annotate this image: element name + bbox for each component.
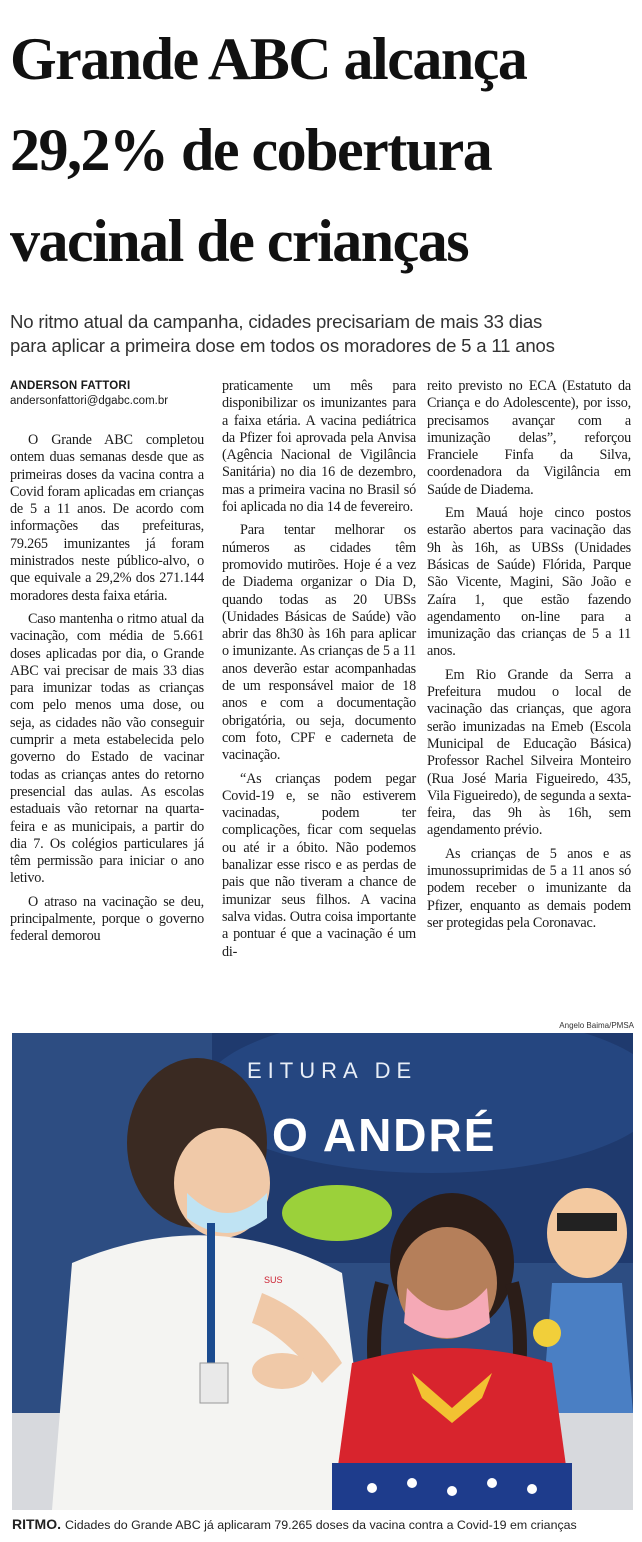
paragraph: Em Rio Grande da Serra a Prefeitura mudou o local de vacinação das crianças, que agora serão imunizadas na Emeb (Escola Municipal de Educação Básica) Professor Rachel Silveira Monteiro (Rua José Maria Figueiredo, 435, Vila Figueiredo), de segunda a sexta-feira, das 9h às 16h, sem agendamento prévio.: [427, 666, 631, 839]
paragraph: praticamente um mês para disponibilizar os imunizantes para a faixa etária. A vacina pediátrica da Pfizer foi aprovada pela Anvisa (Agência Nacional de Vigilância Sanitária) no dia 16 de dezembro, mas a primeira vacina no Brasil só foi aplicada no dia 14 de fevereiro.: [222, 378, 416, 516]
headline-line: 29,2% de cobertura: [10, 117, 492, 183]
paragraph: Em Mauá hoje cinco postos estarão abertos para vacinação das 9h às 16h, as UBSs (Unidades Básicas de Saúde) Flórida, Parque São Vicente, Magini, São João e Zaíra 1, que estão fazendo agendamento on-line para a imunização das crianças de 5 a 11 anos.: [427, 505, 631, 660]
photo-illustration: [12, 1033, 633, 1510]
article-column-1: [10, 432, 204, 952]
headline-line: Grande ABC alcança: [10, 26, 527, 92]
headline: [10, 14, 635, 287]
paragraph: reito previsto no ECA (Estatuto da Criança e do Adolescente), por isso, precisamos avançar com a imunização delas”, reforçou Franciele Finfa da Silva, coordenadora da Vigilância em Saúde de Diadema.: [427, 378, 631, 498]
byline: [10, 380, 210, 407]
paragraph: O Grande ABC completou ontem duas semanas desde que as primeiras doses da vacina contra a Covid foram aplicadas em crianças de 5 a 11 anos. De acordo com informações das prefeituras, 79.265 imunizantes já foram ministrados neste público-alvo, o que equivale a 29,2% dos 271.144 moradores desta faixa etária.: [10, 432, 204, 604]
subheadline: [10, 310, 635, 358]
caption-label: RITMO.: [12, 1516, 61, 1532]
article-column-3: [427, 378, 631, 938]
photo-credit: Angelo Baima/PMSA: [559, 1021, 634, 1030]
news-photo: [12, 1033, 633, 1510]
paragraph: O atraso na vacinação se deu, principalmente, porque o governo federal demorou: [10, 893, 204, 945]
caption-text: Cidades do Grande ABC já aplicaram 79.265 doses da vacina contra a Covid-19 em crianças: [65, 1518, 577, 1532]
subheadline-line: No ritmo atual da campanha, cidades precisariam de mais 33 dias: [10, 311, 543, 332]
author-email: andersonfattori@dgabc.com.br: [10, 395, 169, 407]
headline-line: vacinal de crianças: [10, 208, 469, 274]
banner-text-top: EITURA DE: [247, 1058, 418, 1083]
badge-text: SUS: [264, 1275, 283, 1285]
paragraph: “As crianças podem pegar Covid-19 e, se não estiverem vacinadas, podem ter complicações, ficar com sequelas ou até ir a óbito. Não podemos banalizar esse risco e as perdas de pais que não tiveram a chance de imunizar seus filhos. A vacina salva vidas. Outra coisa importante a pontuar é que a vacinação é um di-: [222, 770, 416, 960]
author-name: ANDERSON FATTORI: [10, 380, 131, 392]
banner-text-bottom: O ANDRÉ: [272, 1109, 497, 1161]
article-column-2: [222, 378, 416, 967]
subheadline-line: para aplicar a primeira dose em todos os moradores de 5 a 11 anos: [10, 335, 555, 356]
paragraph: Para tentar melhorar os números as cidades têm promovido mutirões. Hoje é a vez de Diadema organizar o Dia D, quando todas as 20 UBSs (Unidades Básicas de Saúde) vão abrir das 8h30 às 16h para aplicar o imunizante. As crianças de 5 a 11 anos deverão estar acompanhadas de um responsável maior de 18 anos e com a documentação obrigatória, ou seja, documento com foto, CPF e caderneta de vacinação.: [222, 522, 416, 764]
photo-caption: [12, 1516, 633, 1532]
paragraph: Caso mantenha o ritmo atual da vacinação, com média de 5.661 doses aplicadas por dia, o Grande ABC vai precisar de mais 33 dias para imunizar todas as crianças com pelo menos uma dose, ou seja, as cidades não vão conseguir cumprir a meta estabelecida pelo governo do Estado de vacinar todas as crianças antes do retorno presencial das aulas. As escolas estaduais vão retornar na quarta-feira e as municipais, a partir do dia 7. Os colégios particulares já têm permissão para iniciar o ano letivo.: [10, 610, 204, 887]
paragraph: As crianças de 5 anos e as imunossuprimidas de 5 a 11 anos só podem receber o imunizante da Pfizer, enquanto as demais podem ser protegidas pela Coronavac.: [427, 845, 631, 931]
